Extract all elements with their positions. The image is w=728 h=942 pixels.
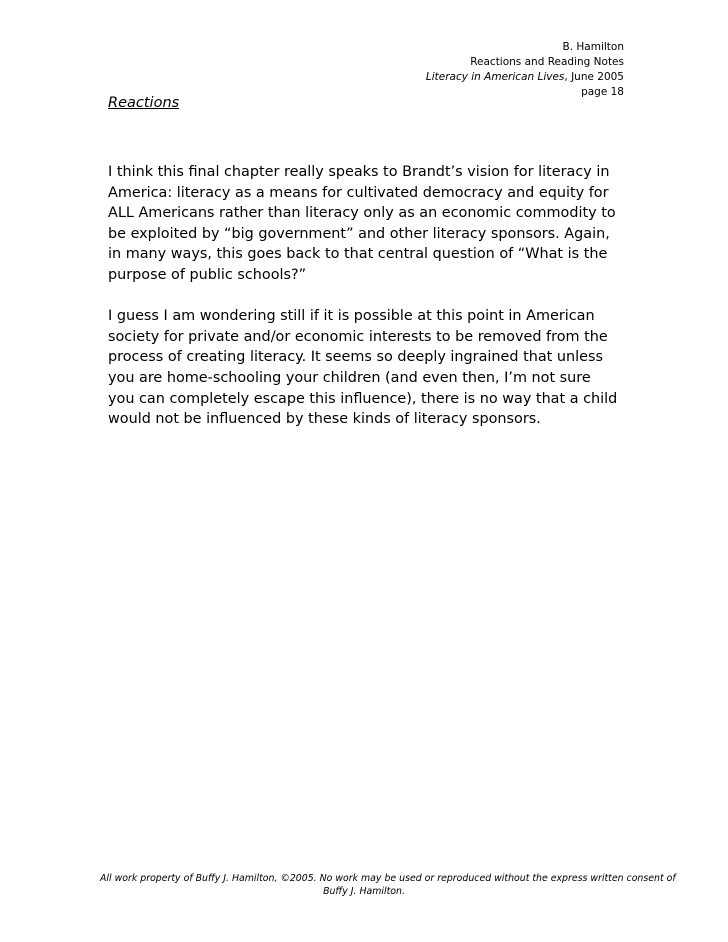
paragraph-line: be exploited by “big government” and other literacy sponsors. Again,: [108, 225, 610, 242]
header-book-title: Literacy in American Lives: [425, 71, 565, 83]
section-heading: Reactions: [108, 95, 180, 111]
header-page-number: page 18: [581, 86, 624, 98]
paragraph-2: [108, 306, 628, 430]
paragraph-line: America: literacy as a means for cultivated democracy and equity for: [108, 184, 609, 201]
paragraph-line: you are home-schooling your children (and even then, I’m not sure: [108, 369, 591, 386]
header-doc-type: Reactions and Reading Notes: [470, 56, 624, 68]
page-header: [264, 40, 624, 100]
body-text: [108, 162, 628, 450]
footer-owner-line: Buffy J. Hamilton.: [323, 886, 405, 897]
paragraph-line: purpose of public schools?”: [108, 266, 307, 283]
footer-copyright-line: All work property of Buffy J. Hamilton, ©2005. No work may be used or reproduced without the express written consent of: [100, 873, 676, 884]
paragraph-line: ALL Americans rather than literacy only as an economic commodity to: [108, 205, 616, 222]
header-book-line: [264, 70, 624, 85]
header-date: , June 2005: [564, 71, 624, 83]
paragraph-line: process of creating literacy. It seems so deeply ingrained that unless: [108, 349, 603, 366]
paragraph-line: would not be influenced by these kinds of literacy sponsors.: [108, 411, 541, 428]
paragraph-line: I guess I am wondering still if it is possible at this point in American: [108, 308, 595, 325]
paragraph-line: in many ways, this goes back to that central question of “What is the: [108, 246, 608, 263]
header-author: B. Hamilton: [562, 41, 624, 53]
paragraph-1: [108, 162, 628, 286]
paragraph-line: I think this final chapter really speaks to Brandt’s vision for literacy in: [108, 164, 610, 180]
paragraph-line: society for private and/or economic interests to be removed from the: [108, 328, 608, 345]
page-footer: [100, 872, 676, 898]
paragraph-line: you can completely escape this influence), there is no way that a child: [108, 390, 618, 407]
